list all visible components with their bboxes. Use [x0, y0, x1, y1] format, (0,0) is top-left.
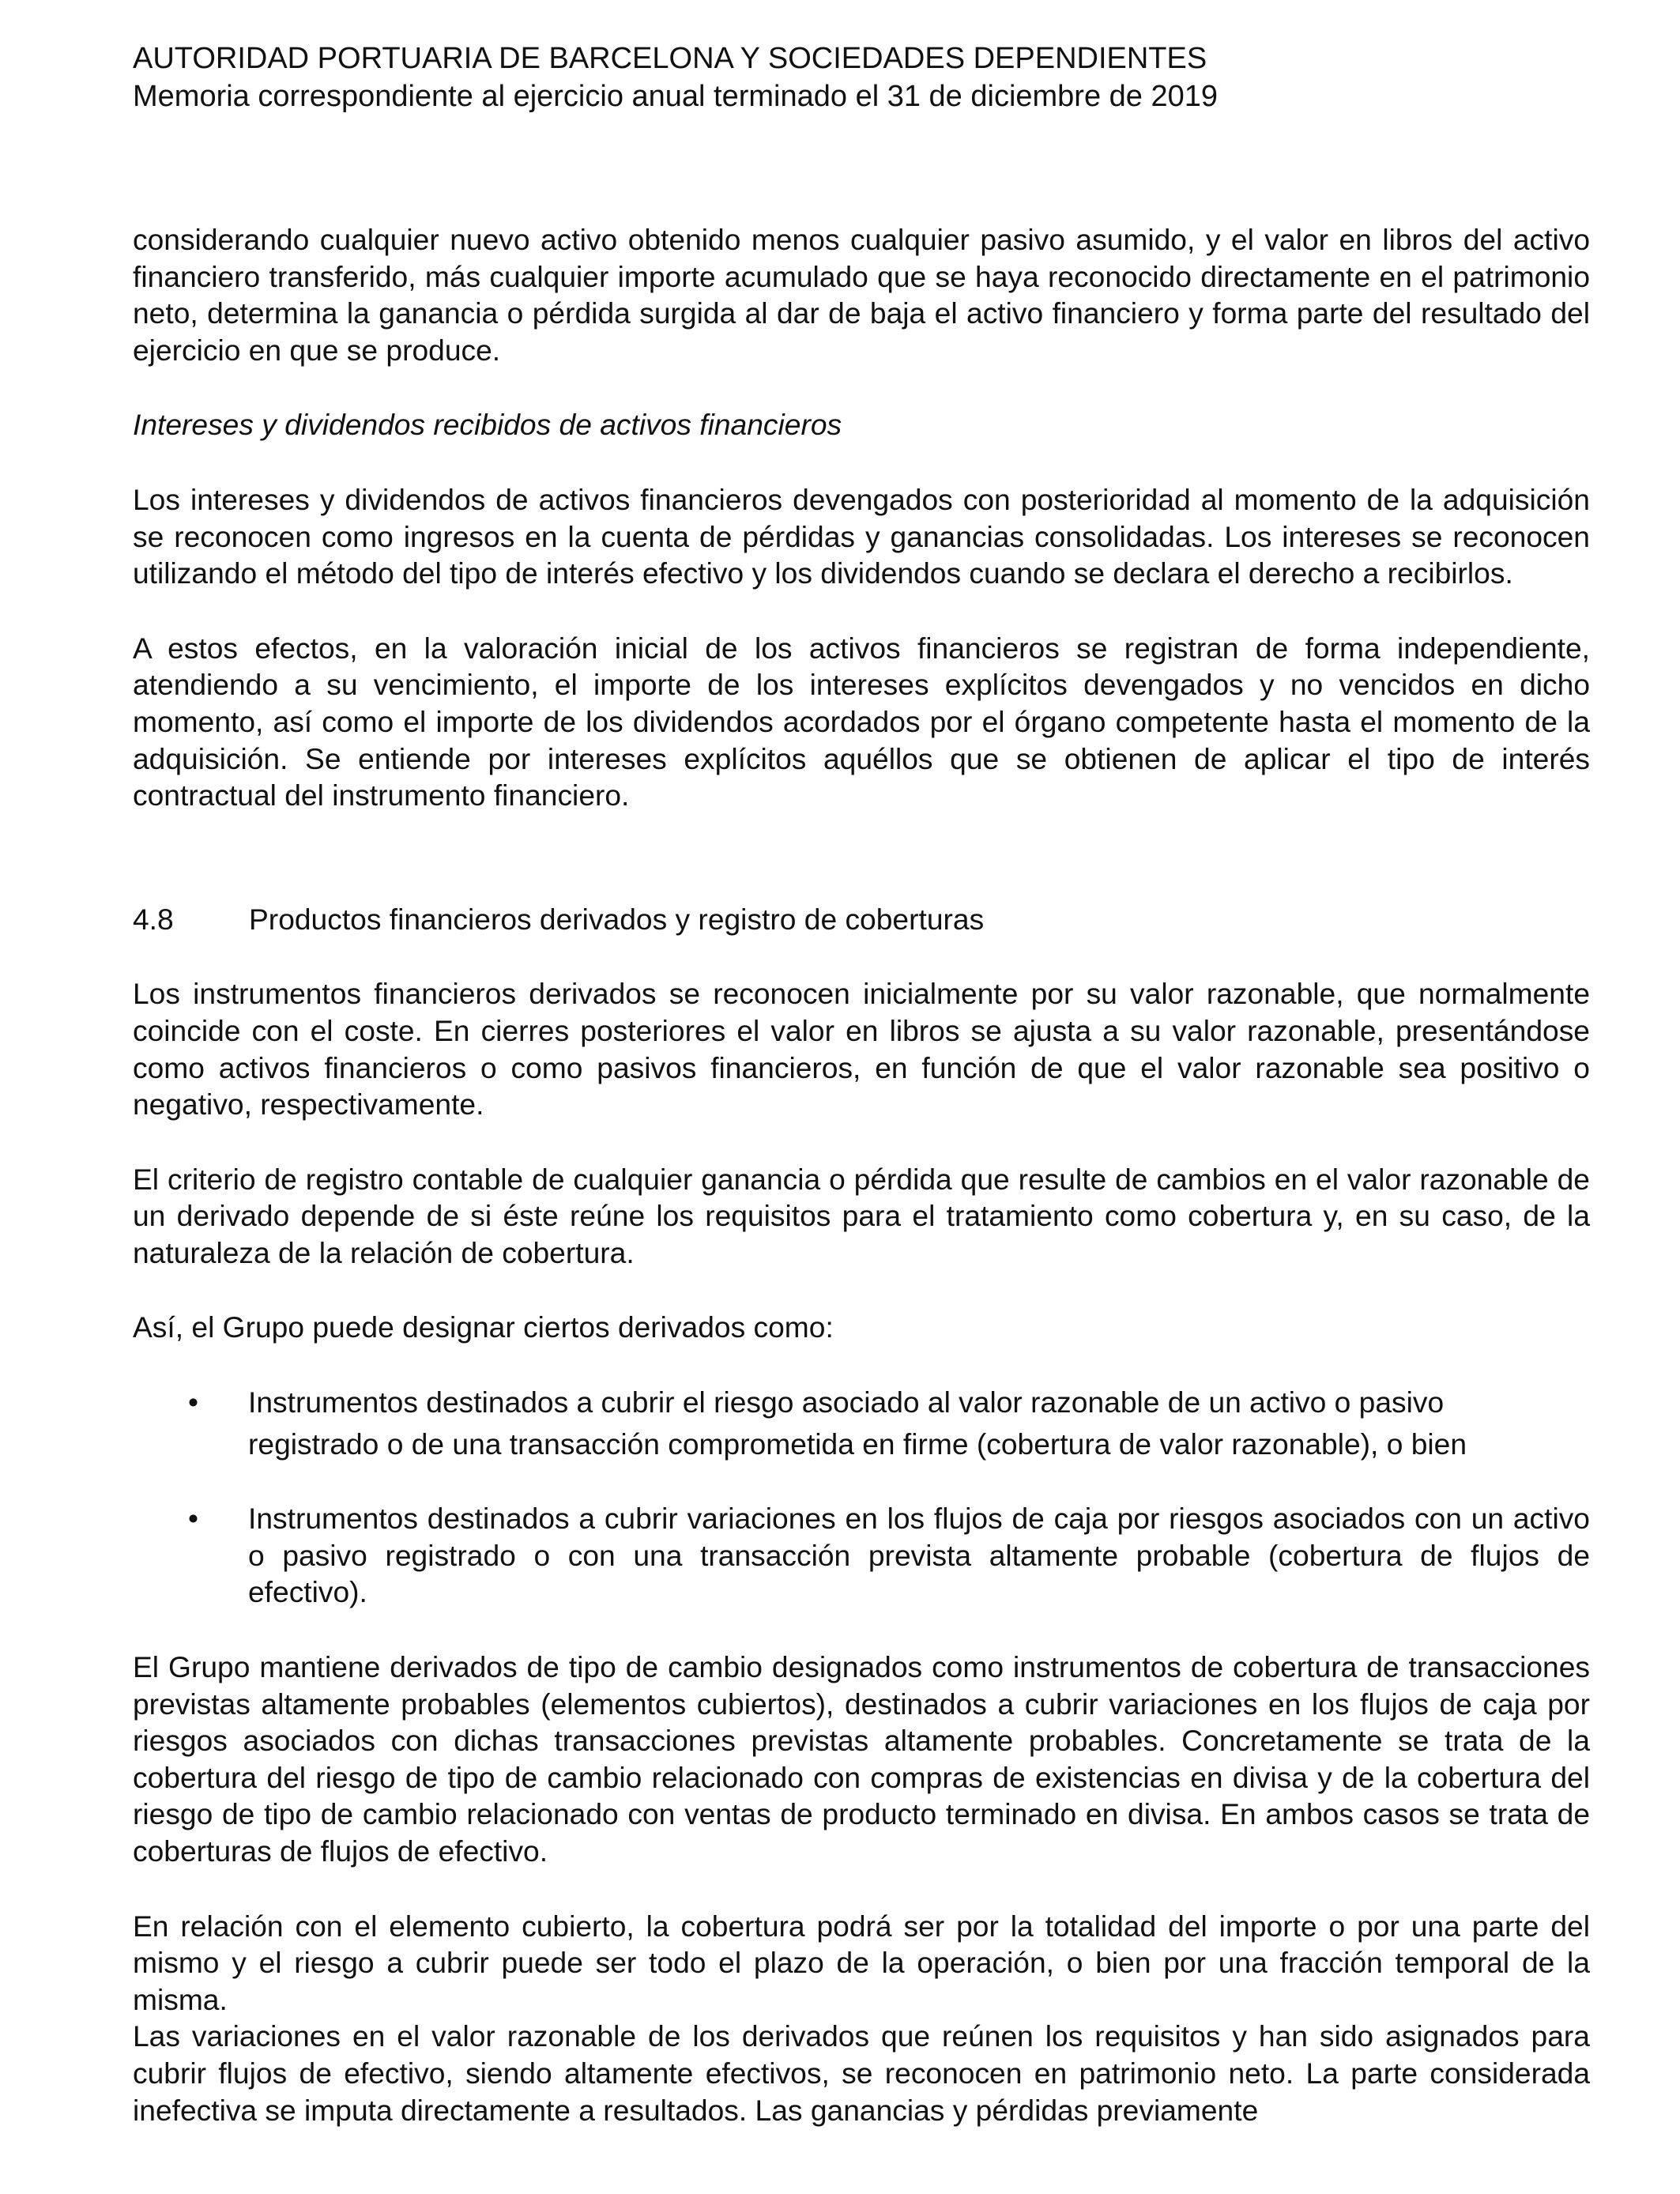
paragraph-designation-intro: Así, el Grupo puede designar ciertos derivados como:: [133, 1310, 834, 1344]
list-item-text-line2: registrado o de una transacción comprometida en firme (cobertura de valor razonable), o bien: [248, 1427, 1467, 1461]
paragraph-hedged-item: En relación con el elemento cubierto, la cobertura podrá ser por la totalidad del importe o por una parte del mismo y el riesgo a cubrir puede ser todo el plazo de la operación, o bien por una fracción temporal de la misma.: [133, 1909, 1590, 2016]
list-item-cash-flow-hedge: [133, 1500, 1590, 1611]
paragraph-derivatives-recognition: Los instrumentos financieros derivados se reconocen inicialmente por su valor razonable, que normalmente coincide con el coste. En cierres posteriores el valor en libros se ajusta a su valor razonable, presentándose como activos financieros o como pasivos financieros, en función de que el valor razonable sea positivo o negativo, respectivamente.: [133, 977, 1590, 1122]
paragraph-fair-value-changes: Las variaciones en el valor razonable de los derivados que reúnen los requisitos y han sido asignados para cubrir flujos de efectivo, siendo altamente efectivos, se reconocen en patrimonio neto. La parte considerada inefectiva se imputa directamente a resultados. Las ganancias y pérdidas previamente: [133, 2019, 1590, 2127]
paragraph-accounting-criteria: El criterio de registro contable de cualquier ganancia o pérdida que resulte de cambios en el valor razonable de un derivado depende de si éste reúne los requisitos para el tratamiento como cobertura y, en su caso, de la naturaleza de la relación de cobertura.: [133, 1162, 1590, 1269]
paragraph-fx-derivatives: El Grupo mantiene derivados de tipo de cambio designados como instrumentos de cobertura de transacciones previstas altamente probables (elementos cubiertos), destinados a cubrir variaciones en los flujos de caja por riesgos asociados con dichas transacciones previstas altamente probables. Concretamente se trata de la cobertura del riesgo de tipo de cambio relacionado con compras de existencias en divisa y de la cobertura del riesgo de tipo de cambio relacionado con ventas de producto terminado en divisa. En ambos casos se trata de coberturas de flujos de efectivo.: [133, 1650, 1590, 1868]
list-item-text-line1: Instrumentos destinados a cubrir el riesgo asociado al valor razonable de un activo o pasivo: [248, 1385, 1445, 1419]
header-report-subtitle: Memoria correspondiente al ejercicio anual terminado el 31 de diciembre de 2019: [133, 80, 1219, 113]
bullet-icon: •: [188, 1502, 199, 1536]
section-number: 4.8: [133, 902, 174, 936]
paragraph-interest-recognition: Los intereses y dividendos de activos financieros devengados con posterioridad al momento de la adquisición se reconocen como ingresos en la cuenta de pérdidas y ganancias consolidadas. Los intereses se reconocen utilizando el método del tipo de interés efectivo y los dividendos cuando se declara el derecho a recibirlos.: [133, 482, 1590, 590]
page-header: [133, 40, 1595, 115]
paragraph-derecognition: considerando cualquier nuevo activo obtenido menos cualquier pasivo asumido, y el valor en libros del activo financiero transferido, más cualquier importe acumulado que se haya reconocido directamente en el patrimonio neto, determina la ganancia o pérdida surgida al dar de baja el activo financiero y forma parte del resultado del ejercicio en que se produce.: [133, 223, 1590, 367]
section-heading-4-8: [133, 901, 1590, 938]
section-title: Productos financieros derivados y registro de coberturas: [249, 902, 985, 936]
paragraph-initial-valuation: A estos efectos, en la valoración inicial de los activos financieros se registran de forma independiente, atendiendo a su vencimiento, el importe de los intereses explícitos devengados y no vencidos en dicho momento, así como el importe de los dividendos acordados por el órgano competente hasta el momento de la adquisición. Se entiende por intereses explícitos aquéllos que se obtienen de aplicar el tipo de interés contractual del instrumento financiero.: [133, 631, 1590, 812]
document-body: [133, 221, 1590, 2128]
list-item-fair-value-hedge: [133, 1384, 1590, 1462]
header-entity-title: AUTORIDAD PORTUARIA DE BARCELONA Y SOCIEDADES DEPENDIENTES: [133, 42, 1207, 75]
hedge-types-list: [133, 1384, 1590, 1611]
bullet-icon: •: [188, 1385, 199, 1419]
subheading-interest-dividends: Intereses y dividendos recibidos de activos financieros: [133, 408, 842, 442]
list-item-text: Instrumentos destinados a cubrir variaciones en los flujos de caja por riesgos asociados con un activo o pasivo registrado o con una transacción prevista altamente probable (cobertura de flujos de efectivo).: [248, 1502, 1590, 1609]
